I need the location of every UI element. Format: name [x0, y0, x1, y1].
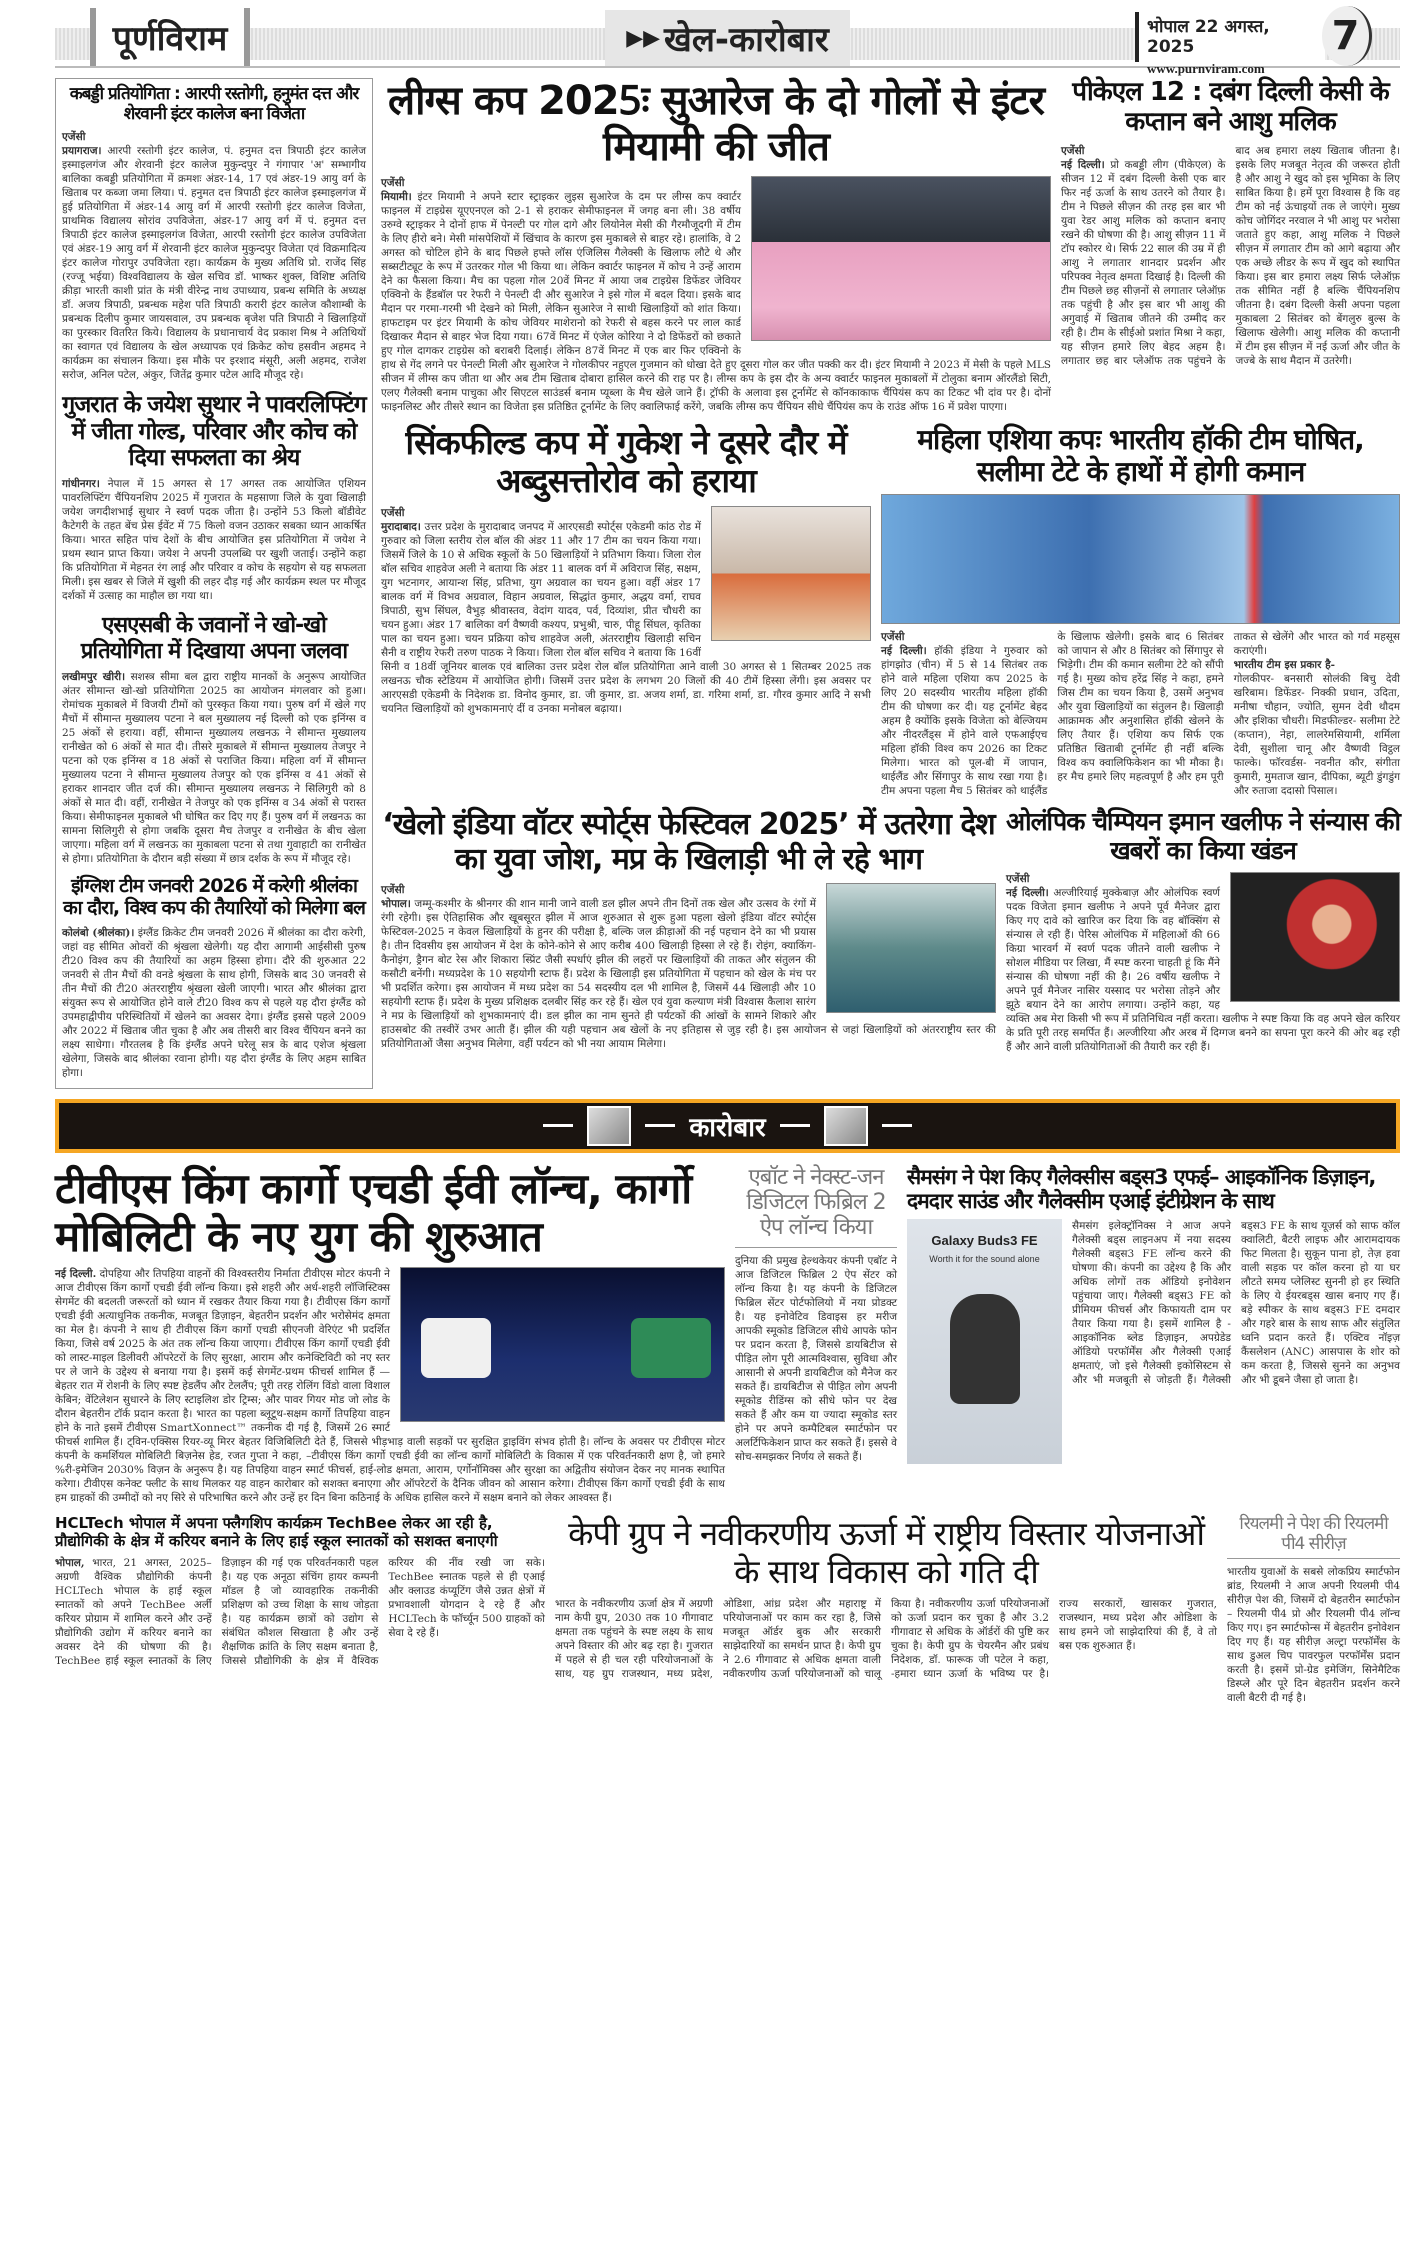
business-row: [55, 1515, 1400, 1705]
article-body: दोपहिया और तिपहिया वाहनों की विश्वस्तरीय निर्माता टीवीएस मोटर कंपनी ने आज टीवीएस किंग कार्गो एचडी ईवी लॉन्च किया। इसे शहरी और अर्ध-शहरी लॉजिस्टिक्स सेगमेंट की बदलती जरूरतों को ध्यान में रखकर तैयार किया गया है। टीवीएस किंग कार्गो एचडी ईवी अत्याधुनिक तकनीक, मजबूत डिज़ाइन, बेहतरीन प्रदर्शन और भरोसेमंद क्षमता का मेल है। कंपनी ने साथ ही टीवीएस किंग कार्गो एचडी सीएनजी वेरिएंट भी प्रदर्शित किया, जिसे वर्ष 2025 के अंत तक लॉन्च किया जाएगा। टीवीएस किंग कार्गो एचडी ईवी को लास्ट-माइल डिलीवरी ऑपरेटरों के लिए सुरक्षा, आराम और कनेक्टिविटी को नए स्तर पर ले जाने के उद्देश्य से बनाया गया है। इसमें कई सेगमेंट-प्रथम फीचर्स शामिल हैं — बेहतर रात में रोशनी के लिए स्पष्ट हेडलैंप और टेललैंप; पूरी तरह रोलिंग विंडो वाला विशाल केबिन; वेंटिलेशन सुधारने के लिए स्टाइलिश डोर ट्रिम्स; और पावर गियर मोड जो लोड के दौरान बेहतरीन टॉर्क प्रदान करता है। भारत का पहला ब्लूटूथ-सक्षम कार्गो तिपहिया वाहन होने के नाते इसमें टीवीएस SmartXonnect™ तकनीक दी गई है, जिसमें 26 स्मार्ट फीचर्स शामिल हैं। ट्विन-एक्सिस रियर-व्यू मिरर बेहतर विजिबिलिटी देते हैं, जिससे भीड़भाड़ वाली सड़कों पर सुरक्षित ड्राइविंग संभव होती है। लॉन्च के अवसर पर टीवीएस मोटर कंपनी के कमर्शियल मोबिलिटी बिज़नेस हेड, रजत गुप्ता ने कहा, –टीवीएस किंग कार्गो एचडी ईवी का लॉन्च कार्गो मोबिलिटी के विकास में एक परिवर्तनकारी क्षण है, जो हमारे %री-इमेजिन 2030% विज़न के अनुरूप है। यह तिपहिया वाहन स्मार्ट फीचर्स, हाई-लोड क्षमता, आराम, एर्गोनॉमिक्स और सुरक्षा का अद्वितीय संयोजन देकर नए मानक स्थापित करेगा। टीवीएस कनेक्ट फ्लीट के साथ मिलकर यह वाहन कारोबार को सशक्त बनाएगा और ऑपरेटरों के दैनिक जीवन को आसान करेगा। टीवीएस किंग कार्गो एचडी ईवी के साथ हम ग्राहकों की उम्मीदों को नए सिरे से परिभाषित करने और उन्हें हर दिन बिना कठिनाई के अधिक हासिल करने में सक्षम बनाने को लेकर आश्वस्त हैं।: [55, 1268, 725, 1505]
ad-product-name: Galaxy Buds3 FE: [931, 1232, 1038, 1248]
water-sports-photo: [826, 883, 996, 1013]
dateline: गांधीनगर।: [62, 478, 100, 491]
main-sports-area: [381, 78, 1400, 1054]
ad-tagline: Worth it for the sound alone: [929, 1253, 1040, 1264]
byline: एजेंसी: [881, 631, 905, 644]
headline: एबॉट ने नेक्स्ट-जन डिजिटल फिब्रिल 2 ऐप लॉन्च किया: [735, 1165, 897, 1248]
magnifier-icon: [824, 1106, 868, 1146]
dateline: नई दिल्ली.: [55, 1268, 97, 1281]
article-body: भारत के नवीकरणीय ऊर्जा क्षेत्र में अग्रणी नाम केपी ग्रुप, 2030 तक 10 गीगावाट क्षमता तक पहुंचने के स्पष्ट लक्ष्य के साथ अपने विस्तार की ओर बढ़ रहा है। गुजरात में पहले से ही चल रही परियोजनाओं के साथ, यह ग्रुप राजस्थान, मध्य प्रदेश, ओडिशा, आंध्र प्रदेश और महाराष्ट्र में परियोजनाओं पर काम कर रहा है, जिसे मजबूत ऑर्डर बुक और सरकारी साझेदारियों का समर्थन प्राप्त है। केपी ग्रुप ने 2.6 गीगावाट से अधिक क्षमता वाली नवीकरणीय ऊर्जा परियोजनाओं को चालू किया है। नवीकरणीय ऊर्जा परियोजनाओं को ऊर्जा प्रदान कर चुका है और 3.2 गीगावाट से अधिक के ऑर्डरों की पुष्टि कर चुका है। केपी ग्रुप के चेयरमैन और प्रबंध निदेशक, डॉ. फारूक जी पटेल ने कहा, -हमारा ध्यान ऊर्जा के भविष्य पर है। राज्य सरकारों, खासकर गुजरात, राजस्थान, मध्य प्रदेश और ओडिशा के साथ हमने जो साझेदारियां की हैं, वे तो बस एक शुरुआत हैं।: [555, 1598, 1217, 1681]
edition-date: भोपाल 22 अगस्त, 2025: [1147, 17, 1270, 57]
article-pkl: [1061, 78, 1400, 368]
article-gujarat: [62, 392, 366, 603]
article-body: इंग्लैंड क्रिकेट टीम जनवरी 2026 में श्रीलंका का दौरा करेगी, जहां वह सीमित ओवरों की श्रृंखला खेलेगी। यह दौरा आगामी आईसीसी पुरुष टी20 विश्व कप की तैयारियों का अहम हिस्सा होगा। दौरे की शुरुआत 22 जनवरी से तीन मैचों की वनडे श्रृंखला के साथ होगी, जिसके बाद 30 जनवरी से तीन मैचों की टी20 अंतरराष्ट्रीय श्रृंखला खेली जाएगी। भारत और श्रीलंका द्वारा संयुक्त रूप से आयोजित होने वाले टी20 विश्व कप से पहले यह दौरा इंग्लैंड को उपमहाद्वीपीय परिस्थितियों में खेलने का अवसर देगा। इंग्लैंड इससे पहले 2009 और 2022 में खिताब जीत चुका है और अब तीसरी बार विश्व चैंपियन बनने का लक्ष्य साधेगा। गौरतलब है कि इंग्लैंड अपने घरेलू सत्र के बाद एशेज श्रृंखला खेलेगा, जिसके बाद श्रीलंका रवाना होगी। यह दौरा इंग्लैंड के लिए अहम साबित होगा।: [62, 926, 367, 1079]
dateline: लखीमपुर खीरी।: [62, 671, 126, 683]
headline: ‘खेलो इंडिया वॉटर स्पोर्ट्स फेस्टिवल 2025’ में उतरेगा देश का युवा जोश, मप्र के खिलाड़ी भी ले रहे भाग: [382, 807, 995, 877]
headline: केपी ग्रुप ने नवीकरणीय ऊर्जा में राष्ट्रीय विस्तार योजनाओं के साथ विकास को गति दी: [568, 1514, 1204, 1592]
article-body: सशस्त्र सीमा बल द्वारा राष्ट्रीय मानकों के अनुरूप आयोजित अंतर सीमान्त खो-खो प्रतियोगिता 2025 का आयोजन मंगलवार को हुआ। रोमांचक मुकाबले में विजयी टीमों को पुरस्कृत किया गया। पुरुष वर्ग में खेले गए मैचों में सीमान्त मुख्यालय पटना ने बल मुख्यालय नई दिल्ली को एक इनिंग्स व 25 अंकों से हराया। वहीं, सीमान्त मुख्यालय लखनऊ ने सीमान्त मुख्यालय रानीखेत को 6 अंकों से मात दी। तीसरे मुकाबले में सीमान्त मुख्यालय तेजपुर ने पटना को एक इनिंग्स व 18 अंकों से पराजित किया। महिला वर्ग में सीमान्त मुख्यालय पटना ने सीमान्त मुख्यालय तेजपुर को एक इनिंग्स व 41 अंकों से हराकर शानदार जीत दर्ज की। सीमान्त मुख्यालय लखनऊ ने सिलिगुरी को 8 अंकों से मात दी। वहीं, रानीखेत ने तेजपुर को एक इनिंग्स व 34 अंकों से परास्त किया। सेमीफाइनल मुकाबले भी घोषित कर दिए गए हैं। पुरुष वर्ग में लखनऊ का सामना सिलिगुरी से होगा जबकि दूसरा मैच तेजपुर व रानीखेत के बीच खेला जाएगा। महिला वर्ग में लखनऊ का मुकाबला पटना से तथा गुवाहाटी का रानीखेत से होगा। प्रतियोगिता के दौरान बड़ी संख्या में छात्र दर्शक के रूप में मौजूद रहे।: [62, 671, 366, 865]
byline: एजेंसी: [1006, 872, 1030, 885]
byline: एजेंसी: [381, 506, 405, 519]
byline: एजेंसी: [62, 131, 86, 144]
headline: पीकेएल 12 : दबंग दिल्ली केसी के कप्तान बने आशु मलिक: [1072, 77, 1389, 137]
sports-section: [55, 78, 1400, 1089]
newspaper-logo: [90, 8, 250, 66]
headline: लीग्स कप 2025ः सुआरेज के दो गोलों से इंटर मियामी की जीत: [388, 78, 1044, 170]
headline: रियलमी ने पेश की रियलमी पी4 सीरीज़: [1227, 1515, 1400, 1559]
business-section-banner: [55, 1099, 1400, 1153]
team-list-title: भारतीय टीम इस प्रकार है-: [1233, 659, 1335, 672]
headline: ओलंपिक चैम्पियन इमान खलीफ ने संन्यास की खबरों का किया खंडन: [1006, 807, 1400, 866]
dateline: नई दिल्ली।: [1061, 158, 1105, 171]
article-body: प्रो कबड्डी लीग (पीकेएल) के सीजन 12 में दबंग दिल्ली केसी एक बार फिर नई ऊर्जा के साथ उतरने को तैयार है। टीम ने पिछले सीज़न की तरह इस बार भी युवा रेडर आशु मलिक को कप्तान बनाए रखने की घोषणा की है। आशु सीज़न 11 में टॉप स्कोरर थे। सिर्फ 22 साल की उम्र में ही आशु ने लगातार शानदार प्रदर्शन और परिपक्व नेतृत्व क्षमता दिखाई है। दिल्ली की टीम पिछले छह सीज़नों से लगातार प्लेऑफ़ तक पहुंची है और इस बार भी आशु की अगुवाई में खिताब जीतने की उम्मीद कर रही है। टीम के सीईओ प्रशांत मिश्रा ने कहा, यह सीज़न हमारे लिए बेहद अहम है। लगातार छह बार प्लेऑफ तक पहुंचने के बाद अब हमारा लक्ष्य खिताब जीतना है। इसके लिए मजबूत नेतृत्व की जरूरत होती है और आशु ने खुद को इस भूमिका के लिए साबित किया है। हमें पूरा विश्वास है कि वह टीम को नई ऊंचाइयों तक ले जाएंगे। मुख्य कोच जोगिंदर नरवाल ने भी आशु पर भरोसा जताते हुए कहा, आशु मलिक ने पिछले सीज़न में लगातार टीम को आगे बढ़ाया और एक अच्छे लीडर के रूप में खुद को स्थापित किया। इस बार हमारा लक्ष्य सिर्फ प्लेऑफ़ तक सीमित नहीं है बल्कि चैंपियनशिप जीतना है। दबंग दिल्ली केसी अपना पहला मुकाबला 2 सितंबर को बेंगलुरु बुल्स के खिलाफ खेलेगी। आशु मलिक की कप्तानी में टीम इस सीज़न में नई ऊर्जा और जीत के जज्बे के साथ मैदान में उतरेगी।: [1061, 144, 1400, 367]
dateline: नई दिल्ली।: [881, 645, 927, 658]
logo-text: पूर्णविराम: [112, 19, 228, 59]
headline: HCLTech भोपाल में अपना फ्लैगशिप कार्यक्रम TechBee लेकर आ रही है, प्रौद्योगिकी के क्षेत्र में करियर बनाने के लिए हाई स्कूल स्नातकों को सशक्त बनाएगी: [55, 1514, 498, 1550]
article-khelo-india: [381, 808, 996, 1051]
headline: इंग्लिश टीम जनवरी 2026 में करेगी श्रीलंका का दौरा, विश्व कप की तैयारियों को मिलेगा बल: [63, 875, 365, 919]
section-label: खेल-कारोबार: [664, 20, 829, 60]
article-kp-group: [555, 1515, 1217, 1681]
dateline: मुरादाबाद।: [381, 520, 421, 533]
headline: एसएसबी के जवानों ने खो-खो प्रतियोगिता में दिखाया अपना जलवा: [80, 613, 348, 664]
article-samsung: [907, 1165, 1400, 1464]
team-list: गोलकीपर- बनसारी सोलंकी बिचु देवी खरिबाम। डिफेंडर- निक्की प्रधान, उदिता, मनीषा चौहान, ज्योति, सुमन देवी थौदम और इशिका चौधरी। मिडफील्डर- सलीमा टेटे (कप्तान), नेहा, लालरेमसियामी, शर्मिला देवी, सुशीला चानू और वैष्णवी विट्ठल फाल्के। फॉरवर्डस- नवनीत कौर, संगीता कुमारी, मुमताज खान, दीपिका, ब्यूटी डुंगडुंग और रुताजा ददासो पिसाल।: [1233, 673, 1400, 798]
divider: [882, 1124, 912, 1127]
dateline: नई दिल्ली।: [1006, 886, 1049, 899]
dateline: भोपाल।: [381, 898, 411, 911]
divider: [645, 1124, 675, 1127]
section-banner-title: कारोबार: [689, 1112, 766, 1143]
website: www.purnviram.com: [1147, 61, 1265, 76]
byline: एजेंसी: [1061, 144, 1085, 157]
dateline: कोलंबो (श्रीलंका)।: [62, 926, 135, 939]
headline: टीवीएस किंग कार्गो एचडी ईवी लॉन्च, कार्गो मोबिलिटी के नए युग की शुरुआत: [55, 1163, 692, 1261]
article-hcltech: [55, 1515, 545, 1668]
section-title: [605, 10, 850, 66]
article-body: हॉकी इंडिया ने गुरुवार को हांगझोउ (चीन) में 5 से 14 सितंबर तक होने वाले महिला एशिया कप 2025 के लिए 20 सदस्यीय भारतीय महिला हॉकी टीम की घोषणा कर दी। यह टूर्नामेंट बेहद अहम है क्योंकि इसके विजेता को बेल्जियम और नीदरलैंड्स में होने वाले एफआईएच महिला हॉकी विश्व कप 2026 का टिकट मिलेगा। भारत को पूल-बी में जापान, थाईलैंड और सिंगापुर के साथ रखा गया है। टीम अपना पहला मैच 5 सितंबर को थाईलैंड के खिलाफ खेलेगी। इसके बाद 6 सितंबर को जापान से और 8 सितंबर को सिंगापुर से भिड़ेगी। टीम की कमान सलीमा टेटे को सौंपी गई है। मुख्य कोच हरेंद्र सिंह ने कहा, हमने जिस टीम का चयन किया है, उसमें अनुभव और युवा खिलाड़ियों का संतुलन है। खिलाड़ी आक्रामक और अनुशासित हॉकी खेलने के लिए तैयार हैं। एशिया कप सिर्फ एक प्रतिष्ठित खिताबी टूर्नामेंट ही नहीं बल्कि विश्व कप क्वालिफिकेशन का भी मौका है। हर मैच हमारे लिए महत्वपूर्ण है और हम पूरी ताकत से खेलेंगे और भारत को गर्व महसूस कराएंगी।: [881, 631, 1400, 798]
headline: कबड्डी प्रतियोगिता : आरपी रस्तोगी, हनुमंत दत्त और शेरवानी इंटर कालेज बना विजेता: [69, 84, 359, 124]
article-body: अल्जीरियाई मुक्केबाज़ और ओलंपिक स्वर्ण पदक विजेता इमान खलीफ ने अपने पूर्व मैनेजर द्वारा किए गए दावे को खारिज कर दिया कि वह बॉक्सिंग से संन्यास ले रही हैं। पेरिस ओलंपिक में महिलाओं की 66 किग्रा भारवर्ग में स्वर्ण पदक जीतने वाली खलीफ ने सोशल मीडिया पर लिखा, मैं स्पष्ट करना चाहती हूं कि मैंने संन्यास की घोषणा नहीं की है। 26 वर्षीय खलीफ ने अपने पूर्व मैनेजर नासिर यस्साद पर भरोसा तोड़ने और झूठे बयान देने का आरोप लगाया। उन्होंने कहा, यह व्यक्ति अब मेरा किसी भी रूप में प्रतिनिधित्व नहीं करता। खलीफ ने स्पष्ट किया कि वह अपने खेल करियर के प्रति पूरी तरह समर्पित हैं। अल्जीरिया और अरब में दिग्गज बनने का सपना पूरा करने की ओर बढ़ रही हैं और आने वाली प्रतियोगिताओं की तैयारी कर रही हैं।: [1006, 886, 1400, 1053]
chart-icon: [587, 1106, 631, 1146]
dateline: भोपाल,: [55, 1556, 85, 1569]
double-arrow-icon: ▶▶: [626, 25, 661, 51]
byline: एजेंसी: [381, 884, 405, 897]
dateline: प्रयागराज।: [62, 145, 102, 158]
headline: गुजरात के जयेश सुथार ने पावरलिफ्टिंग में जीता गोल्ड, परिवार और कोच को दिया सफलता का श्रेय: [62, 392, 366, 471]
left-column-box: [55, 78, 373, 1089]
green-vehicle: [631, 1318, 711, 1378]
white-vehicle: [421, 1318, 491, 1378]
article-body: इंटर मियामी ने अपने स्टार स्ट्राइकर लुइस सुआरेज के दम पर लीग्स कप क्वार्टर फाइनल में टाइग्रेस यूएएनएल को 2-1 से हराकर सेमीफाइनल में जगह बना ली। 38 वर्षीय उरुग्वे स्ट्राइकर ने दोनों हाफ में पेनल्टी पर गोल दागे और लियोनेल मेसी की गैरमौजूदगी में टीम के लिए हीरो बने। मेसी मांसपेशियों में खिंचाव के कारण इस मुकाबले से बाहर रहे। हालांकि, वे 2 अगस्त को चोटिल होने के बाद पिछले हफ्ते लॉस एंजिलिस गैलेक्सी के खिलाफ लौटे थे और सब्सटीट्यूट के रूप में उतरकर गोल भी किया था। लेकिन क्वार्टर फाइनल में कोच ने उन्हें आराम देने का फैसला किया। मैच का पहला गोल 20वें मिनट में आया जब टाइग्रेस डिफेंडर जेवियर एक्विनो के हैंडबॉल पर रेफरी ने पेनल्टी दी और सुआरेज ने इसे गोल में बदल दिया। इसके बाद मैदान पर गरमा-गरमी भी देखने को मिली, लेकिन सुआरेज ने साथी खिलाड़ियों को शांत किया। हाफटाइम पर इंटर मियामी के कोच जेवियर माशेरानो को रेफरी से बहस करने पर लाल कार्ड दिखाकर मैदान से बाहर भेज दिया गया। 67वें मिनट में एंजेल कोरिया ने दो डिफेंडरों को छकाते हुए गोल दागकर टाइग्रेस को बराबरी दिलाई। लेकिन 87वें मिनट में एक बार फिर एक्विनो के हाथ से गेंद लगने पर पेनल्टी मिली और सुआरेज ने गोलकीपर नहुएल गुजमान को धोखा देते हुए दूसरा गोल कर जीत पक्की कर दी। इंटर मियामी ने 2023 में मेसी के पहले MLS सीजन में लीग्स कप जीता था और अब टीम खिताब दोबारा हासिल करने की राह पर है। लीग्स कप के इस दौर के अन्य क्वार्टर फाइनल मुकाबलों में टोलुका बनाम ऑरलैंडो सिटी, एलए गैलेक्सी बनाम पाचुका और सिएटल साउंडर्स बनाम प्यूब्ला के मैच खेले जाने हैं। ट्रॉफी के अलावा इस टूर्नामेंट से कॉनकाकाफ चैंपियंस कप का टिकट भी दांव पर है। दोनों फाइनलिस्ट और तीसरे स्थान का विजेता इस प्रतिष्ठित टूर्नामेंट के लिए क्वालिफाई करेंगे, जबकि लीग्स कप चैंपियन सीधे चैंपियंस कप के राउंड ऑफ 16 में प्रवेश पाएगा।: [381, 191, 1051, 413]
article-body: भारतीय युवाओं के सबसे लोकप्रिय स्मार्टफोन ब्रांड, रियलमी ने आज अपनी रियलमी पी4 सीरीज़ पेश की, जिसमें दो बेहतरीन स्मार्टफोन – रियलमी पी4 प्रो और रियलमी पी4 लॉन्च किए गए। इन स्मार्टफोन्स में बेहतरीन इनोवेशन दिए गए हैं। यह सीरीज़ अल्ट्रा परफॉर्मेंस के साथ डुअल चिप पावरफुल परफॉर्मेंस प्रदान करती है। इसमें प्रो-ग्रेड इमेजिंग, सिनेमैटिक डिस्प्ले और पूरे दिन बेहतरीन प्रदर्शन करने वाली बैटरी दी गई है।: [1227, 1566, 1400, 1705]
article-ssb: [62, 613, 366, 866]
article-kabaddi: [62, 85, 366, 382]
page-content: [55, 0, 1400, 1705]
imane-khelif-photo: [1230, 872, 1400, 1002]
headline: सिंकफील्ड कप में गुकेश ने दूसरे दौर में अब्दुसत्तोरोव को हराया: [405, 423, 847, 500]
article-leagues-cup: [381, 78, 1051, 414]
article-abbott: [735, 1165, 897, 1464]
dateline: मियामी।: [381, 191, 412, 203]
divider: [780, 1124, 810, 1127]
earbud-image: [950, 1294, 1020, 1404]
headline: महिला एशिया कपः भारतीय हॉकी टीम घोषित, सलीमा टेटे के हाथों में होगी कमान: [917, 423, 1364, 489]
article-realme: [1227, 1515, 1400, 1705]
article-tvs: [55, 1165, 725, 1506]
page-number: 7: [1322, 6, 1372, 66]
article-body: भारत, 21 अगस्त, 2025–अग्रणी वैश्विक प्रौद्योगिकी कंपनी HCLTech भोपाल के हाई स्कूल स्नातकों को अपने TechBee अर्ली करियर प्रोग्राम में शामिल करने और उन्हें प्रौद्योगिकी उद्योग में करियर बनाने का अवसर देने की घोषणा की है। TechBee हाई स्कूल स्नातकों के लिए डिज़ाइन की गई एक परिवर्तनकारी पहल है। यह एक अनूठा संचिंग हायर कम्पनी मॉडल है जो व्यावहारिक तकनीकी प्रशिक्षण को उच्च शिक्षा के साथ जोड़ता है। यह कार्यक्रम छात्रों को उद्योग से संबंधित कौशल सिखाता है और उन्हें शैक्षणिक क्रांति के लिए सक्षम बनाता है, जिससे प्रौद्योगिकी के क्षेत्र में वैश्विक करियर की नींव रखी जा सके। TechBee स्नातक पहले से ही एआई और क्लाउड कंप्यूटिंग जैसे उन्नत क्षेत्रों में प्रभावशाली योगदान दे रहे हैं और HCLTech के फॉर्च्यून 500 ग्राहकों को सेवा दे रहे हैं।: [55, 1556, 545, 1667]
roll-ball-team-photo: [711, 506, 871, 641]
article-hockey: [881, 424, 1400, 798]
article-england: [62, 876, 366, 1080]
article-sinquefield: [381, 424, 871, 716]
article-body: उत्तर प्रदेश के मुरादाबाद जनपद में आरएसडी स्पोर्ट्स एकेडमी कांठ रोड में गुरुवार को जिला स्तरीय रोल बॉल की अंडर 11 और 17 टीम का चयन किया गया। जिसमें जिले के 10 से अधिक स्कूलों के 50 खिलाड़ियों ने प्रतिभाग किया। जिला रोल बॉल सचिव शाहवेज अली ने बताया कि अंडर 11 बालक वर्ग में अविराज सिंह, सक्षम, युग भटनागर, आयान्श सिंह, प्रतिभा, युग अग्रवाल का चयन हुआ। वहीं अंडर 17 बालक वर्ग में विभव अग्रवाल, विहान अग्रवाल, सिद्धांत कुमार, अद्धय वर्मा, राघव त्रिपाठी, सुभ सिंघल, वैभुड़ श्रीवास्तव, वेदांग यादव, पर्व, दिव्यांश, प्रीत चौधरी का चयन हुआ। अंडर 17 बालिका वर्ग वैष्णवी कश्यप, प्रभुश्री, चारु, पीहू सिंघल, कृतिका पाल का चयन हुआ। चयन प्रक्रिया कोच शाहवेज अली, अंतरराष्ट्रीय खिलाड़ी सचिन सैनी व राष्ट्रीय रेफरी तरुण पाठक ने किया। जिला रोल बॉल सचिव ने बताया कि 16वीं सिनी व 18वीं जूनियर बालक एवं बालिका उत्तर प्रदेश रोल बॉल प्रतियोगिता आने वाली 30 अगस्त से 1 सितम्बर 2025 तक लखनऊ चौक स्टेडियम में आयोजित होगी। जिसमें उत्तर प्रदेश के लगभग 20 जिलों की 40 टीमें हिस्सा लेंगी। इस अवसर पर आरएसडी एकेडमी के निदेशक डा. विनोद कुमार, डा. जी कुमार, डा. अजय शर्मा, डा. गरिमा शर्मा, डा. गौरव कुमार आदि ने सभी चयनित खिलाड़ियों को शुभकामनाएं दीं व उनका मनोबल बढ़ाया।: [381, 520, 871, 715]
inter-miami-players-photo: [751, 176, 1051, 341]
date-box: [1135, 12, 1325, 76]
article-body: जम्मू-कश्मीर के श्रीनगर की शान मानी जाने वाली डल झील अपने तीन दिनों तक खेल और उत्सव के रंगों में रंगी रहेगी। इस ऐतिहासिक और खूबसूरत झील में आज शुरुआत से शुरू हुआ पहला खेलो इंडिया वॉटर स्पोर्ट्स फेस्टिवल-2025 न केवल खिलाड़ियों के हुनर की परीक्षा है, बल्कि जल क्रीड़ाओं की नई पहचान देने का भी प्रयास है। तीन दिवसीय इस आयोजन में देश के कोने-कोने से आए करीब 400 खिलाड़ी हिस्सा ले रहे हैं। रोइंग, क्याकिंग-कैनोइंग, ड्रैगन बोट रेस और शिकारा स्प्रिंट जैसी स्पर्धाएं झील की लहरों पर खिलाड़ियों की ताकत और संतुलन की कसौटी बनेंगी। मध्यप्रदेश के 10 सहयोगी स्टाफ हैं। प्रदेश के खिलाड़ी इस प्रतियोगिता में पहचान को खेल के मंच पर भी प्रदर्शित करेगा। इस आयोजन में मध्य प्रदेश का 54 सदस्यीय दल भी शामिल है, जिसमें 44 खिलाड़ी और 10 सहयोगी स्टाफ हैं। प्रदेश के मुख्य प्रशिक्षक दलबीर सिंह कर रहे हैं। खेल एवं युवा कल्याण मंत्री विश्वास कैलाश सारंग ने मप्र के खिलाड़ियों को शुभकामनाएं दी। डल झील का नाम सुनते ही पर्यटकों की आंखों के सामने शिकारे और हाउसबोट की तस्वीरें उभर आती हैं। झील की यही पहचान अब खेलों के नए इतिहास से जुड़ रही है। इस आयोजन से जहां खिलाड़ियों को अंतरराष्ट्रीय स्तर की प्रतियोगिताओं जैसा अनुभव मिलेगा, वहीं पर्यटन को भी नया आयाम मिलेगा।: [381, 898, 996, 1051]
article-body: दुनिया की प्रमुख हेल्थकेयर कंपनी एबॉट ने आज डिजिटल फिब्रिल 2 ऐप सेंटर को लॉन्च किया है। यह कंपनी के डिजिटल फिब्रिल सेंटर पोर्टफोलियो में नया प्रोडक्ट है। यह इनोवेटिव डिवाइस हर मरीज आपकी स्मूकोड डिजिटल सीधे आपके फोन पर प्रदान करता है, जिससे डायबिटीज से पीड़ित लोग पूरी आत्मविश्वास, सुविधा और आसानी से अपनी डायबिटीज को मैनेज कर सकते हैं। डायबिटीज से पीड़ित लोग अपनी स्मूकोड रीडिंग्स को सीधे फोन पर देख सकते हैं और कम या ज्यादा स्मूकोड स्तर होने पर अपने कम्पैटिबल स्मार्टफोन पर अलर्टिफिकेशन प्राप्त कर सकते हैं। इससे वे सोच-समझकर निर्णय ले सकते हैं।: [735, 1254, 897, 1463]
galaxy-buds-ad: [907, 1219, 1062, 1464]
business-row: [55, 1165, 1400, 1506]
article-body: सैमसंग इलेक्ट्रॉनिक्स ने आज अपने गैलेक्सी बड्स लाइनअप में नया सदस्य गैलेक्सी बड्स3 FE लॉन्च करने की घोषणा की। कंपनी का उद्देश्य है कि और अधिक लोगों तक ऑडियो इनोवेशन पहुंचाया जाए। गैलेक्सी बड्स3 FE को प्रीमियम फीचर्स और किफायती दाम पर तैयार किया गया है। इसमें शामिल है - आइकॉनिक ब्लेड डिज़ाइन, अपग्रेडेड ऑडियो परफॉर्मेंस और गैलेक्सी एआई क्षमताएं, जो इसे गैलेक्सी इकोसिस्टम से और भी मजबूती से जोड़ती हैं। गैलेक्सी बड्स3 FE के साथ यूज़र्स को साफ कॉल क्वालिटी, बैटरी लाइफ और आरामदायक फिट मिलता है। सुकून पाना हो, तेज़ हवा वाली सड़क पर कॉल करना हो या घर लौटते समय प्लेलिस्ट सुननी हो हर स्थिति के लिए ये ईयरबड्स खास बनाए गए हैं। बड़े स्पीकर के साथ बड्स3 FE दमदार और गहरे बास के साथ साफ और संतुलित ध्वनि प्रदान करते हैं। एक्टिव नॉइज़ कैंसलेशन (ANC) आसपास के शोर को कम करता है, जिससे सुनने का अनुभव और भी डूबने जैसा हो जाता है।: [1072, 1219, 1400, 1386]
tvs-launch-photo: [400, 1267, 725, 1422]
article-body: आरपी रस्तोगी इंटर कालेज, पं. हनुमत दत्त त्रिपाठी इंटर कालेज इस्माइलगंज और शेरवानी इंटर कालेज मुकुन्दपुर ने गंगापार 'अ' सम्भागीय बालिका कबड्डी प्रतियोगिता में क्रमशः अंडर-14, 17 एवं अंडर-19 आयु वर्ग के खिताब पर कब्जा जमा लिया। पं. हनुमत दत्त त्रिपाठी इंटर कालेज इस्माइलगंज में हुई प्रतियोगिता में अंडर-14 आयु वर्ग में आरपी रस्तोगी इंटर कालेज विजेता, प्राथमिक विद्यालय सोरांव उपविजेता, अंडर-17 आयु वर्ग में पं. हनुमत दत्त त्रिपाठी इंटर कालेज इस्माइलगंज विजेता, आरपी रस्तोगी इंटर कालेज उपविजेता एवं अंडर-19 आयु वर्ग में शेरवानी इंटर कालेज मुकुन्दपुर विजेता एवं विक्रमादित्य इंटर कालेज गोरापुर उपविजेता रहा। कार्यक्रम के मुख्य अतिथि प्रो. राजेंद सिंह (रज्जू भईया) विश्वविद्यालय के खेल सचिव डॉ. भाष्कर शुक्ल, विशिष्ट अतिथि क्रीड़ा भारती काशी प्रांत के मंत्री वीरेन्द्र नाथ उपाध्याय, प्रबन्ध समिति के अध्यक्ष डॉ. अजय त्रिपाठी, प्रबन्धक महेश पति त्रिपाठी करारी इंटर कालेज कौशाम्बी के प्रबन्धक दिलीप कुमार जायसवाल, उप प्रबन्धक बृजेश पति त्रिपाठी ने खिलाड़ियों का पुरस्कार वितरित किये। विद्यालय के प्रधानाचार्य वेद प्रकाश मिश्र ने अतिथियों का स्वागत एवं विद्यालय के खेल अध्यापक एवं क्रिकेट कोच हसवीन अहमद ने कार्यक्रम का संचालन किया। इस मौके पर इरशाद मंसूरी, अली अहमद, राजेश सरोज, अनिल पटेल, अंकुर, जितेंद्र कुमार पटेल आदि मौजूद रहे।: [62, 145, 366, 382]
divider: [543, 1124, 573, 1127]
article-imane-khelif: [1006, 808, 1400, 1054]
byline: एजेंसी: [381, 177, 405, 189]
headline: सैमसंग ने पेश किए गैलेक्सीस बड्स3 एफई– आइकॉनिक डिज़ाइन, दमदार साउंड और गैलेक्सीम एआई इंटीग्रेशन के साथ: [907, 1164, 1376, 1213]
indian-hockey-team-photo: [881, 494, 1400, 624]
article-body: नेपाल में 15 अगस्त से 17 अगस्त तक आयोजित एशियन पावरलिफ्टिंग चैंपियनशिप 2025 में गुजरात के महसाणा जिले के युवा खिलाड़ी जयेश जगदीशभाई सुथार ने स्वर्ण पदक जीता है। उन्होंने 53 किलो बॉडीवेट कैटेगरी के तहत बेंच प्रेस ईवेंट में 75 किलो वजन उठाकर सबका ध्यान आकर्षित किया। भारत सहित पांच देशों के बीच आयोजित इस प्रतियोगिता में जयेश ने प्रथम स्थान प्राप्त किया। जयेश ने अपनी उपलब्धि पर खुशी जताई। उन्होंने कहा कि प्रतियोगिता में मेहनत रंग लाई और परिवार व कोच के सहयोग से यह सफलता मिली। इस खबर से जिले में खुशी की लहर दौड़ गई और कार्यक्रम स्थल पर मौजूद दर्शकों में उत्साह का माहौल छा गया था।: [62, 478, 366, 603]
